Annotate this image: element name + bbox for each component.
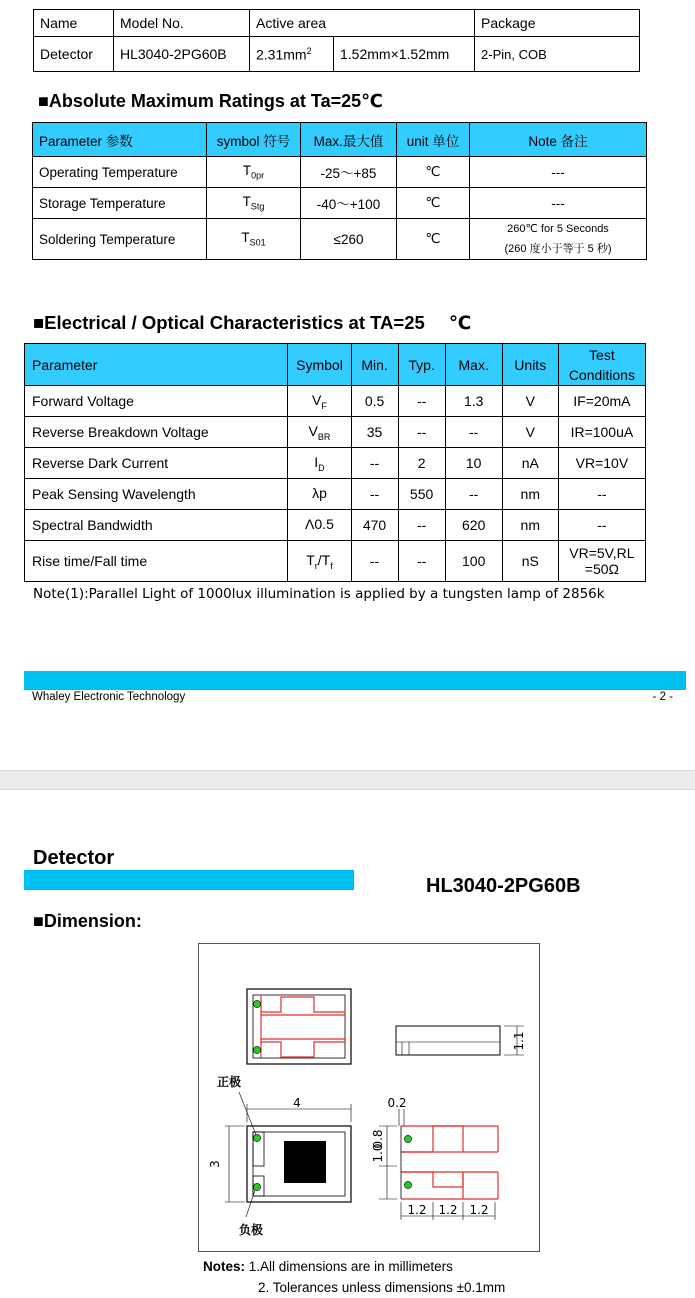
table-row <box>25 417 646 448</box>
cell-package: 2-Pin, COB <box>475 37 640 72</box>
symbol-main: T <box>306 551 315 568</box>
symbol-sub: r <box>314 560 318 571</box>
abs-unit: ℃ <box>397 219 470 260</box>
area-value: 2.31mm <box>256 46 307 63</box>
elec-body <box>25 386 646 582</box>
elec-min: -- <box>351 479 398 510</box>
dim-label: 1.2 <box>407 1203 427 1217</box>
elec-max: 1.3 <box>445 386 502 417</box>
abs-header-max: Max.最大值 <box>301 123 397 157</box>
page3-model: HL3040-2PG60B <box>426 875 581 897</box>
elec-typ: -- <box>398 386 445 417</box>
elec-conditions <box>558 541 645 582</box>
dimension-title: ■Dimension: <box>33 911 142 931</box>
abs-max-title: ■Absolute Maximum Ratings at Ta=25℃ <box>38 91 383 111</box>
note-line-1: 260℃ for 5 Seconds <box>507 223 609 235</box>
abs-param: Storage Temperature <box>33 188 207 219</box>
elec-max: 620 <box>445 510 502 541</box>
header-line-1: Test <box>589 346 615 363</box>
elec-conditions <box>558 479 645 510</box>
elec-param: Forward Voltage <box>25 386 288 417</box>
symbol-main: V <box>308 422 318 439</box>
dimension-notes <box>203 1256 505 1298</box>
anode-label: 正极 <box>217 1075 242 1089</box>
symbol-main: λp <box>312 484 327 501</box>
symbol-main: I <box>314 453 319 470</box>
elec-header-min: Min. <box>351 344 398 386</box>
side-view <box>396 1026 526 1055</box>
elec-table <box>24 343 646 582</box>
elec-header-units: Units <box>502 344 558 386</box>
elec-max: -- <box>445 479 502 510</box>
elec-units: nS <box>502 541 558 582</box>
dim-label: 4 <box>293 1096 301 1110</box>
product-table <box>33 9 640 72</box>
cell-name: Detector <box>34 37 114 72</box>
table-row <box>25 479 646 510</box>
abs-symbol <box>207 219 301 260</box>
cond-line-1: VR=10V <box>575 455 629 471</box>
elec-units: nm <box>502 479 558 510</box>
elec-units: nA <box>502 448 558 479</box>
table-row <box>33 157 647 188</box>
elec-min: 35 <box>351 417 398 448</box>
abs-symbol <box>207 188 301 219</box>
elec-typ: -- <box>398 510 445 541</box>
abs-note <box>470 219 647 260</box>
cell-area <box>250 37 334 72</box>
elec-units: nm <box>502 510 558 541</box>
symbol-sub: 0pr <box>251 170 265 181</box>
symbol-main: Λ0.5 <box>305 515 334 532</box>
elec-min: 470 <box>351 510 398 541</box>
cond-line-1: -- <box>597 517 607 533</box>
area-exponent: 2 <box>306 45 312 56</box>
abs-header-unit: unit 单位 <box>397 123 470 157</box>
elec-units: V <box>502 386 558 417</box>
abs-max-table <box>32 122 647 260</box>
dim-label: 1.0 <box>371 1143 385 1163</box>
elec-param: Peak Sensing Wavelength <box>25 479 288 510</box>
cell-size: 1.52mm×1.52mm <box>334 37 475 72</box>
dim-label: 1.2 <box>469 1203 489 1217</box>
note-item: 2. Tolerances unless dimensions ±0.1mm <box>258 1280 506 1295</box>
elec-typ: 550 <box>398 479 445 510</box>
cond-line-1: IF=20mA <box>573 393 631 409</box>
dimension-svg <box>199 944 539 1251</box>
abs-header-param: Parameter 参数 <box>33 123 207 157</box>
elec-typ: 2 <box>398 448 445 479</box>
elec-max: 100 <box>445 541 502 582</box>
cell-model: HL3040-2PG60B <box>114 37 250 72</box>
elec-typ: -- <box>398 541 445 582</box>
symbol-main: T <box>242 163 252 179</box>
abs-max: -25～+85 <box>301 157 397 188</box>
elec-header-symbol: Symbol <box>288 344 351 386</box>
header-model: Model No. <box>114 10 250 37</box>
table-row <box>33 219 647 260</box>
symbol-main: T <box>242 194 251 210</box>
elec-conditions <box>558 417 645 448</box>
cond-line-1: VR=5V,RL <box>569 545 635 561</box>
elec-conditions <box>558 510 645 541</box>
symbol-sub: Stg <box>250 201 265 212</box>
dim-label: 0.8 <box>371 1129 385 1149</box>
header-area: Active area <box>250 10 475 37</box>
elec-param: Spectral Bandwidth <box>25 510 288 541</box>
bottom-right-view <box>371 1096 498 1220</box>
abs-header-symbol: symbol 符号 <box>207 123 301 157</box>
elec-conditions <box>558 448 645 479</box>
abs-symbol <box>207 157 301 188</box>
elec-param: Reverse Breakdown Voltage <box>25 417 288 448</box>
elec-typ: -- <box>398 417 445 448</box>
elec-header-param: Parameter <box>25 344 288 386</box>
page-gap <box>0 770 695 790</box>
note-item: 1.All dimensions are in millimeters <box>248 1259 453 1274</box>
symbol-main: T <box>241 230 250 246</box>
header-package: Package <box>475 10 640 37</box>
table-row <box>25 541 646 582</box>
dimension-drawing <box>198 943 540 1252</box>
symbol-main-2: /T <box>317 551 331 568</box>
dim-label: 0.2 <box>387 1096 407 1110</box>
elec-header-max: Max. <box>445 344 502 386</box>
elec-param: Rise time/Fall time <box>25 541 288 582</box>
header-name: Name <box>34 10 114 37</box>
elec-symbol <box>288 510 351 541</box>
symbol-sub: F <box>321 400 327 411</box>
dim-label: 3 <box>208 1160 222 1168</box>
bottom-left-view <box>208 1074 351 1237</box>
top-left-view <box>247 989 351 1064</box>
symbol-sub: S01 <box>249 237 266 248</box>
elec-max: 10 <box>445 448 502 479</box>
elec-min: -- <box>351 448 398 479</box>
elec-symbol <box>288 541 351 582</box>
dim-label: 1.1 <box>512 1031 526 1051</box>
header-line-2: Conditions <box>568 366 635 383</box>
symbol-sub-2: f <box>330 560 333 571</box>
symbol-sub: BR <box>317 431 331 442</box>
symbol-main: V <box>312 391 322 408</box>
footer-company: Whaley Electronic Technology <box>32 691 186 703</box>
elec-conditions <box>558 386 645 417</box>
abs-max: -40～+100 <box>301 188 397 219</box>
dim-label: 1.2 <box>438 1203 458 1217</box>
footer-page-number: - 2 - <box>652 691 673 703</box>
cond-line-1: -- <box>597 486 607 502</box>
cathode-label: 负极 <box>239 1223 264 1237</box>
illumination-note: Note(1):Parallel Light of 1000lux illumination is applied by a tungsten lamp of 2856k <box>33 586 605 602</box>
symbol-sub: D <box>318 462 325 473</box>
footer-bar <box>24 671 686 690</box>
abs-param: Operating Temperature <box>33 157 207 188</box>
elec-title-unit: ℃ <box>448 312 472 333</box>
title-bar <box>24 870 354 890</box>
elec-symbol <box>288 448 351 479</box>
elec-symbol <box>288 386 351 417</box>
abs-param: Soldering Temperature <box>33 219 207 260</box>
table-row <box>25 510 646 541</box>
elec-symbol <box>288 417 351 448</box>
abs-max: ≤260 <box>301 219 397 260</box>
note-line-2: (260 度小于等于 5 秒) <box>504 243 612 255</box>
table-row <box>25 386 646 417</box>
cond-line-1: IR=100uA <box>570 424 634 440</box>
page3-title: Detector <box>33 847 115 869</box>
table-row <box>25 448 646 479</box>
abs-header-note: Note 备注 <box>470 123 647 157</box>
abs-note: --- <box>470 188 647 219</box>
elec-title <box>33 312 471 334</box>
abs-note: --- <box>470 157 647 188</box>
notes-label: Notes: <box>203 1259 246 1274</box>
elec-header-conditions <box>558 344 645 386</box>
abs-unit: ℃ <box>397 188 470 219</box>
elec-param: Reverse Dark Current <box>25 448 288 479</box>
elec-max: -- <box>445 417 502 448</box>
elec-units: V <box>502 417 558 448</box>
elec-title-text: ■Electrical / Optical Characteristics at TA=25 <box>33 312 425 333</box>
table-row <box>33 188 647 219</box>
elec-min: 0.5 <box>351 386 398 417</box>
abs-unit: ℃ <box>397 157 470 188</box>
elec-min: -- <box>351 541 398 582</box>
elec-header-typ: Typ. <box>398 344 445 386</box>
elec-symbol <box>288 479 351 510</box>
cond-line-2: =50Ω <box>584 561 619 577</box>
